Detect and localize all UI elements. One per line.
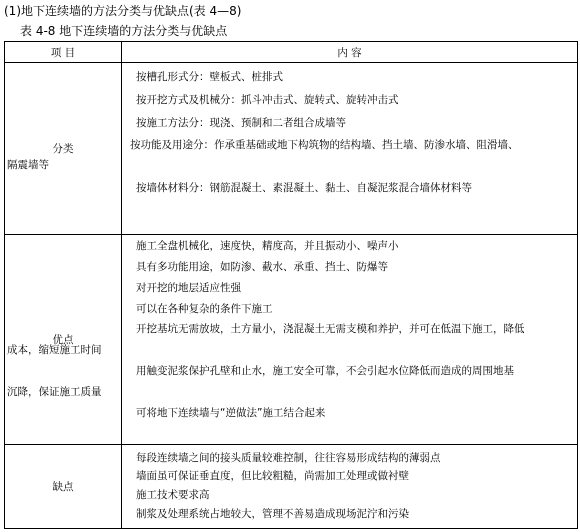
content-line: 按施工方法分：现浇、预制和二者组合成墙等 (136, 117, 346, 129)
content-line: 开挖基坑无需放坡，土方量小，浇混凝土无需支模和养护，并可在低温下施工，降低 (136, 323, 525, 335)
table-row-advantages (5, 235, 578, 445)
content-line: 制浆及处理系统占地较大，管理不善易造成现场泥泞和污染 (136, 508, 409, 520)
content-line: 成本，缩短施工时间 (7, 344, 102, 356)
table-row-classification (5, 63, 578, 235)
table-caption: 表 4-8 地下连续墙的方法分类与优缺点 (20, 24, 228, 38)
table-header-row (5, 42, 578, 63)
content-line: 每段连续墙之间的接头质量较难控制，往往容易形成结构的薄弱点 (136, 452, 441, 464)
content-line: 施工技术要求高 (136, 489, 210, 501)
content-line: 施工全盘机械化，速度快，精度高，并且振动小、噪声小 (136, 240, 399, 252)
content-line: 沉降，保证施工质量 (7, 386, 102, 398)
header-item-label: 项 目 (50, 46, 76, 59)
content-line: 用触变泥浆保护孔壁和止水，施工安全可靠，不会引起水位降低而造成的周围地基 (136, 365, 514, 377)
content-line: 按槽孔形式分：壁板式、桩排式 (136, 71, 283, 83)
content-line: 按开挖方式及机械分：抓斗冲击式、旋转式、旋转冲击式 (136, 94, 399, 106)
header-content (122, 42, 578, 63)
content-line: 按功能及用途分：作承重基础或地下构筑物的结构墙、挡土墙、防渗水墙、阻滑墙、 (130, 139, 519, 151)
content-line: 具有多功能用途，如防渗、截水、承重、挡土、防爆等 (136, 261, 388, 273)
row-label-disadvantages: 缺点 (5, 445, 122, 529)
row-label-classification: 分类 (5, 63, 122, 235)
row-content-disadvantages (122, 445, 578, 529)
row-label-advantages: 优点 (5, 235, 122, 445)
content-line: 隔震墙等 (7, 159, 49, 171)
header-item (5, 42, 122, 63)
table-row-disadvantages (5, 445, 578, 529)
content-line: 墙面虽可保证垂直度，但比较粗糙，尚需加工处理或做衬壁 (136, 470, 409, 482)
header-content-label: 内 容 (337, 46, 362, 59)
content-line: 可将地下连续墙与“逆做法”施工结合起来 (136, 407, 326, 419)
content-line: 对开挖的地层适应性强 (136, 282, 241, 294)
section-heading: (1)地下连续墙的方法分类与优缺点(表 4—8) (4, 4, 242, 18)
content-line: 可以在各种复杂的条件下施工 (136, 303, 273, 315)
content-line: 按墙体材料分：钢筋混凝土、素混凝土、黏土、自凝泥浆混合墙体材料等 (136, 182, 472, 194)
method-table (4, 41, 578, 529)
